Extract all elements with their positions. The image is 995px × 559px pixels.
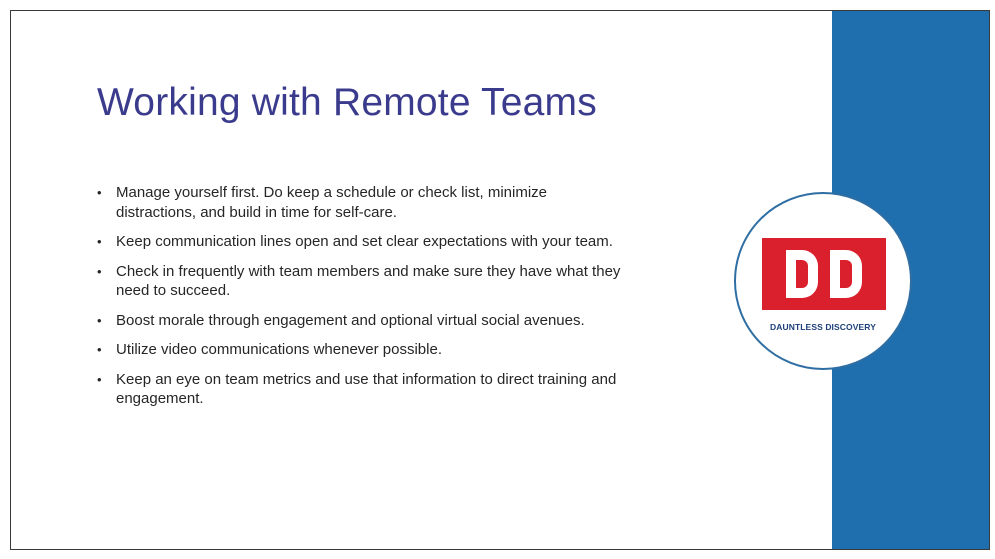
bullet-text: Keep communication lines open and set clear expectations with your team. bbox=[116, 233, 613, 250]
company-logo bbox=[734, 192, 912, 370]
bullet-text: Boost morale through engagement and optional virtual social avenues. bbox=[116, 311, 585, 329]
logo-letter-d-icon bbox=[786, 250, 818, 298]
bullet-marker: • bbox=[97, 263, 102, 279]
bullet-marker: • bbox=[97, 342, 102, 357]
bullet-item bbox=[97, 311, 627, 331]
bullet-marker: • bbox=[97, 371, 102, 387]
bullet-item bbox=[97, 340, 627, 360]
slide bbox=[10, 10, 990, 550]
bullet-text: Keep an eye on team metrics and use that information to direct training and engagement. bbox=[116, 370, 617, 407]
bullet-list bbox=[97, 183, 627, 419]
bullet-item bbox=[97, 183, 627, 222]
bullet-text: Utilize video communications whenever possible. bbox=[116, 341, 442, 358]
bullet-text: Manage yourself first. Do keep a schedule or check list, minimize distractions, and build in time for self-care. bbox=[116, 184, 548, 221]
bullet-item bbox=[97, 232, 627, 252]
bullet-item bbox=[97, 262, 627, 301]
bullet-item bbox=[97, 370, 627, 409]
bullet-text: Check in frequently with team members and make sure they have what they need to succeed. bbox=[116, 262, 621, 299]
dd-logo-mark-icon bbox=[762, 238, 886, 310]
bullet-marker: • bbox=[97, 312, 102, 328]
bullet-marker: • bbox=[97, 185, 102, 200]
slide-title: Working with Remote Teams bbox=[97, 81, 597, 124]
logo-letter-d-icon bbox=[830, 250, 862, 298]
bullet-marker: • bbox=[97, 234, 102, 249]
logo-wordmark: DAUNTLESS DISCOVERY bbox=[770, 322, 876, 332]
